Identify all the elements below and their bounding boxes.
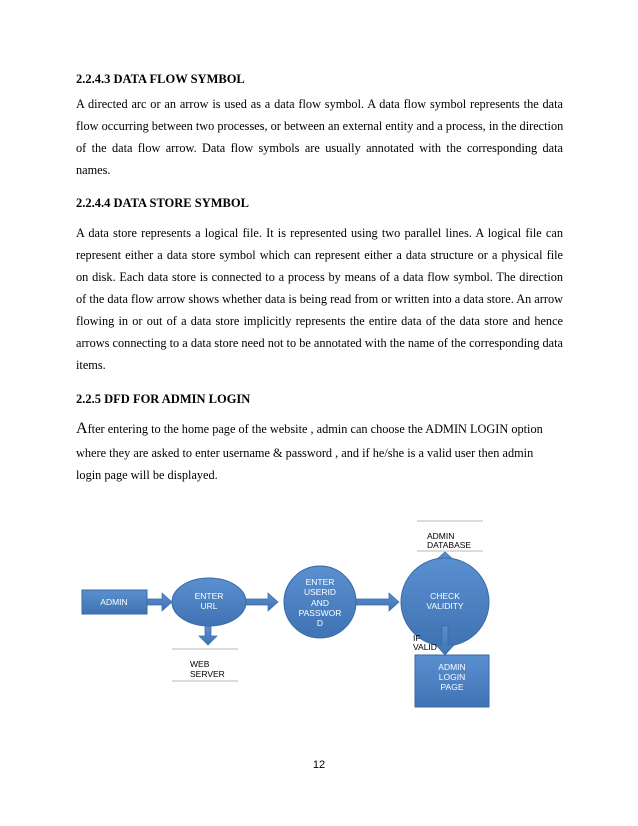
webserver-label-line: WEB — [190, 659, 210, 669]
entity-admin-login-page-label: LOGIN — [438, 672, 466, 682]
heading-data-flow-symbol: 2.2.4.3 DATA FLOW SYMBOL — [76, 72, 245, 86]
text-line: of the data flow arrow shows whether data is being read from or written into a data store. An arrow — [76, 292, 563, 306]
webserver-label-line: SERVER — [190, 669, 225, 679]
if-valid-label: IF — [413, 633, 421, 643]
entity-admin-login-page-label: ADMIN — [438, 662, 466, 672]
text-line: A directed arc or an arrow is used as a data flow symbol. A data flow symbol represents the data — [76, 97, 563, 111]
drop-cap-letter: A — [76, 420, 88, 437]
arrow-url-to-webserver — [199, 626, 217, 645]
process-enter-userid-label: ENTER — [305, 577, 335, 587]
datastore-label-line: DATABASE — [427, 540, 472, 550]
heading-dfd-admin-login: 2.2.5 DFD FOR ADMIN LOGIN — [76, 392, 251, 406]
process-check-validity-label: CHECK — [430, 591, 460, 601]
process-enter-userid-label: D — [316, 618, 324, 628]
text-line: on disk. Each data store is connected to a process by means of a data flow symbol. The direction — [76, 270, 563, 284]
page-number: 12 — [312, 759, 326, 771]
entity-admin-login-page-label: PAGE — [440, 682, 464, 692]
entity-admin-label: ADMIN — [100, 597, 128, 607]
process-enter-userid-label: USERID — [303, 587, 337, 597]
text-line: where they are asked to enter username & password , and if he/she is a valid user then admin — [76, 446, 534, 460]
text-line: flow occurring between two processes, or between an external entity and a process, in the direction — [76, 119, 564, 133]
text-line: flowing in or out of a data store implicitly represents the entire data of the data store and hence — [76, 314, 563, 328]
arrow-userid-to-validity — [356, 593, 399, 611]
arrow-url-to-userid — [246, 593, 278, 611]
process-check-validity-label: VALIDITY — [426, 601, 464, 611]
text-line: of the data flow arrow. Data flow symbols are usually annotated with the corresponding data — [76, 141, 563, 155]
text-line: arrows connecting to a data store need not to be annotated with the name of the corresponding data — [76, 336, 563, 350]
text-line-rest: fter entering to the home page of the website , admin can choose the ADMIN LOGIN option — [87, 422, 543, 436]
process-enter-url-label: ENTER — [194, 591, 224, 601]
text-line: A data store represents a logical file. It is represented using two parallel lines. A logical file can — [76, 226, 563, 240]
text-line: login page will be displayed. — [76, 468, 218, 482]
heading-data-store-symbol: 2.2.4.4 DATA STORE SYMBOL — [76, 196, 249, 210]
process-enter-userid-label: PASSWOR — [298, 608, 342, 618]
process-enter-userid-label: AND — [311, 598, 329, 608]
text-line: represent either a data store symbol which can represent either a data structure or a physical file — [76, 248, 563, 262]
text-line: names. — [76, 163, 111, 177]
text-line: items. — [76, 358, 106, 372]
arrow-admin-to-url — [147, 593, 172, 611]
datastore-label-line: ADMIN — [427, 531, 455, 541]
process-enter-url-label: URL — [200, 601, 218, 611]
if-valid-label: VALID — [413, 642, 437, 652]
